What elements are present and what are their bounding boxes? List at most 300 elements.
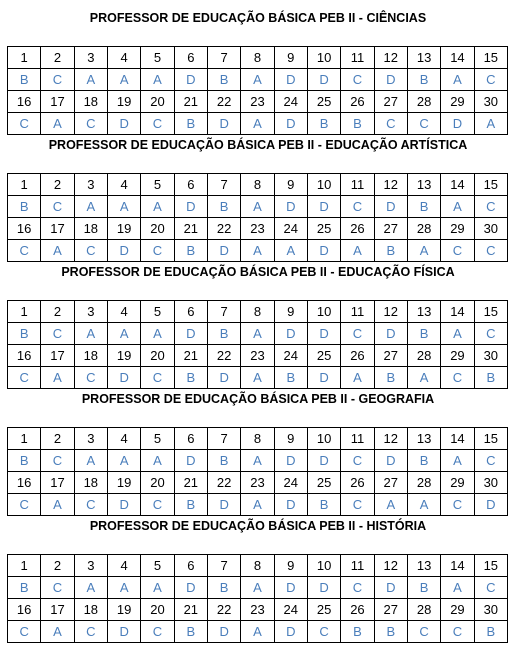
answer-cell: C xyxy=(141,113,174,135)
answer-cell: A xyxy=(441,450,474,472)
question-number-cell: 14 xyxy=(441,428,474,450)
answer-cell: C xyxy=(8,621,41,643)
answer-cell: D xyxy=(441,113,474,135)
answer-cell: A xyxy=(441,577,474,599)
question-number-cell: 20 xyxy=(141,599,174,621)
question-number-cell: 22 xyxy=(207,345,240,367)
answer-cell: D xyxy=(307,367,340,389)
answer-cell: C xyxy=(341,69,374,91)
answer-cell: C xyxy=(141,240,174,262)
question-number-cell: 2 xyxy=(41,174,74,196)
answer-cell: C xyxy=(474,450,507,472)
answer-cell: A xyxy=(141,196,174,218)
section-title: PROFESSOR DE EDUCAÇÃO BÁSICA PEB II - EDUCAÇÃO ARTÍSTICA xyxy=(48,138,468,152)
answer-cell: A xyxy=(74,69,107,91)
answer-cell: D xyxy=(307,323,340,345)
answer-cell: C xyxy=(307,621,340,643)
answer-cell: B xyxy=(207,196,240,218)
answer-cell: D xyxy=(274,494,307,516)
question-number-cell: 27 xyxy=(374,218,407,240)
question-number-cell: 24 xyxy=(274,599,307,621)
answer-cell: A xyxy=(441,69,474,91)
question-number-cell: 19 xyxy=(107,345,140,367)
answer-cell: D xyxy=(174,69,207,91)
question-number-cell: 25 xyxy=(307,345,340,367)
answer-cell: A xyxy=(107,577,140,599)
answer-cell: D xyxy=(307,69,340,91)
question-number-cell: 7 xyxy=(207,555,240,577)
answer-cell: C xyxy=(74,367,107,389)
question-number-cell: 17 xyxy=(41,599,74,621)
answer-table xyxy=(7,46,508,135)
answer-cell: A xyxy=(241,323,274,345)
answer-cell: A xyxy=(107,196,140,218)
question-number-cell: 28 xyxy=(407,599,440,621)
answer-cell: D xyxy=(174,577,207,599)
answer-cell: A xyxy=(241,196,274,218)
question-number-cell: 19 xyxy=(107,218,140,240)
answer-cell: B xyxy=(207,323,240,345)
question-number-cell: 8 xyxy=(241,301,274,323)
answer-cell: D xyxy=(274,113,307,135)
question-number-cell: 24 xyxy=(274,91,307,113)
answer-cell: C xyxy=(141,621,174,643)
question-number-cell: 1 xyxy=(8,301,41,323)
question-number-cell: 24 xyxy=(274,472,307,494)
question-number-cell: 23 xyxy=(241,91,274,113)
answer-cell: A xyxy=(74,577,107,599)
question-number-cell: 6 xyxy=(174,555,207,577)
question-number-cell: 2 xyxy=(41,555,74,577)
question-number-cell: 4 xyxy=(107,428,140,450)
answer-cell: C xyxy=(407,113,440,135)
question-number-cell: 3 xyxy=(74,174,107,196)
answer-cell: B xyxy=(374,240,407,262)
question-number-cell: 23 xyxy=(241,472,274,494)
question-number-cell: 28 xyxy=(407,472,440,494)
question-number-cell: 28 xyxy=(407,218,440,240)
answer-cell: A xyxy=(141,450,174,472)
answer-cell: B xyxy=(207,577,240,599)
question-number-cell: 6 xyxy=(174,301,207,323)
question-number-cell: 3 xyxy=(74,428,107,450)
question-number-cell: 30 xyxy=(474,218,507,240)
answer-cell: D xyxy=(307,577,340,599)
question-number-cell: 17 xyxy=(41,345,74,367)
question-number-cell: 25 xyxy=(307,218,340,240)
answer-cell: C xyxy=(74,113,107,135)
question-number-cell: 13 xyxy=(407,174,440,196)
answer-cell: A xyxy=(407,367,440,389)
question-number-cell: 7 xyxy=(207,47,240,69)
answer-cell: D xyxy=(274,196,307,218)
question-number-cell: 17 xyxy=(41,472,74,494)
answer-key-section xyxy=(0,135,516,258)
answer-cell: D xyxy=(374,196,407,218)
answer-cell: A xyxy=(107,323,140,345)
answer-cell: B xyxy=(207,450,240,472)
question-number-cell: 27 xyxy=(374,472,407,494)
answer-cell: B xyxy=(8,450,41,472)
answer-cell: C xyxy=(441,621,474,643)
answer-cell: A xyxy=(41,494,74,516)
answer-cell: B xyxy=(207,69,240,91)
answer-cell: C xyxy=(8,494,41,516)
answer-key-section xyxy=(0,516,516,639)
question-number-cell: 21 xyxy=(174,91,207,113)
answer-cell: C xyxy=(474,577,507,599)
answer-row xyxy=(8,69,508,91)
answer-cell: A xyxy=(407,240,440,262)
question-number-cell: 16 xyxy=(8,345,41,367)
answer-key-section xyxy=(0,8,516,131)
question-number-cell: 1 xyxy=(8,174,41,196)
question-number-cell: 25 xyxy=(307,91,340,113)
answer-cell: B xyxy=(174,494,207,516)
answer-cell: B xyxy=(174,367,207,389)
answer-cell: C xyxy=(8,113,41,135)
question-number-cell: 16 xyxy=(8,472,41,494)
question-number-cell: 5 xyxy=(141,301,174,323)
answer-cell: D xyxy=(374,577,407,599)
question-number-cell: 14 xyxy=(441,47,474,69)
answer-cell: D xyxy=(307,240,340,262)
question-number-cell: 2 xyxy=(41,428,74,450)
question-number-cell: 10 xyxy=(307,301,340,323)
question-number-cell: 26 xyxy=(341,345,374,367)
answer-cell: A xyxy=(241,69,274,91)
answer-cell: B xyxy=(274,367,307,389)
answer-cell: D xyxy=(274,323,307,345)
answer-cell: B xyxy=(174,621,207,643)
answer-cell: B xyxy=(407,450,440,472)
question-number-cell: 8 xyxy=(241,47,274,69)
question-number-cell: 14 xyxy=(441,174,474,196)
question-number-cell: 19 xyxy=(107,91,140,113)
question-number-cell: 21 xyxy=(174,472,207,494)
answer-cell: A xyxy=(341,240,374,262)
question-number-cell: 11 xyxy=(341,555,374,577)
question-number-cell: 29 xyxy=(441,218,474,240)
answer-cell: C xyxy=(441,367,474,389)
answer-cell: C xyxy=(341,450,374,472)
answer-row xyxy=(8,367,508,389)
section-title: PROFESSOR DE EDUCAÇÃO BÁSICA PEB II - HISTÓRIA xyxy=(89,519,427,533)
question-number-cell: 27 xyxy=(374,91,407,113)
answer-cell: D xyxy=(107,240,140,262)
answer-cell: D xyxy=(307,196,340,218)
answer-cell: B xyxy=(8,577,41,599)
answer-cell: C xyxy=(474,323,507,345)
answer-cell: D xyxy=(274,621,307,643)
answer-cell: B xyxy=(307,113,340,135)
answer-cell: C xyxy=(74,240,107,262)
question-number-cell: 20 xyxy=(141,472,174,494)
question-number-cell: 8 xyxy=(241,428,274,450)
answer-cell: D xyxy=(207,621,240,643)
answer-cell: B xyxy=(8,196,41,218)
answer-cell: A xyxy=(41,113,74,135)
answer-cell: B xyxy=(341,113,374,135)
answer-cell: A xyxy=(241,577,274,599)
question-number-cell: 30 xyxy=(474,472,507,494)
question-number-cell: 26 xyxy=(341,91,374,113)
question-number-cell: 18 xyxy=(74,472,107,494)
answer-row xyxy=(8,577,508,599)
answer-row xyxy=(8,240,508,262)
answer-cell: C xyxy=(474,240,507,262)
answer-row xyxy=(8,621,508,643)
answer-cell: D xyxy=(274,69,307,91)
question-number-cell: 2 xyxy=(41,47,74,69)
answer-cell: C xyxy=(407,621,440,643)
answer-cell: D xyxy=(107,367,140,389)
answer-cell: C xyxy=(74,621,107,643)
answer-row xyxy=(8,196,508,218)
answer-cell: A xyxy=(241,621,274,643)
answer-table xyxy=(7,427,508,516)
answer-cell: B xyxy=(174,113,207,135)
question-number-cell: 4 xyxy=(107,174,140,196)
question-number-cell: 27 xyxy=(374,599,407,621)
question-number-cell: 26 xyxy=(341,472,374,494)
answer-cell: D xyxy=(207,367,240,389)
question-number-cell: 7 xyxy=(207,301,240,323)
answer-cell: C xyxy=(41,196,74,218)
question-number-cell: 27 xyxy=(374,345,407,367)
question-number-cell: 5 xyxy=(141,428,174,450)
answer-cell: A xyxy=(107,69,140,91)
question-number-cell: 12 xyxy=(374,428,407,450)
question-number-cell: 22 xyxy=(207,599,240,621)
question-number-cell: 12 xyxy=(374,301,407,323)
answer-cell: C xyxy=(441,240,474,262)
answer-cell: B xyxy=(307,494,340,516)
answer-cell: C xyxy=(341,494,374,516)
question-number-cell: 9 xyxy=(274,555,307,577)
question-number-cell: 1 xyxy=(8,47,41,69)
answer-cell: C xyxy=(474,69,507,91)
question-number-cell: 2 xyxy=(41,301,74,323)
question-number-cell: 6 xyxy=(174,174,207,196)
answer-cell: A xyxy=(441,323,474,345)
answer-cell: A xyxy=(74,323,107,345)
answer-row xyxy=(8,494,508,516)
question-number-cell: 30 xyxy=(474,91,507,113)
question-number-row xyxy=(8,91,508,113)
question-number-cell: 12 xyxy=(374,555,407,577)
question-number-cell: 18 xyxy=(74,91,107,113)
question-number-cell: 17 xyxy=(41,218,74,240)
question-number-cell: 3 xyxy=(74,555,107,577)
question-number-row xyxy=(8,174,508,196)
answer-table xyxy=(7,173,508,262)
question-number-cell: 23 xyxy=(241,599,274,621)
answer-cell: A xyxy=(241,367,274,389)
answer-row xyxy=(8,113,508,135)
answer-key-section xyxy=(0,262,516,385)
question-number-cell: 8 xyxy=(241,555,274,577)
answer-cell: A xyxy=(241,450,274,472)
question-number-row xyxy=(8,301,508,323)
answer-row xyxy=(8,450,508,472)
answer-cell: D xyxy=(174,196,207,218)
answer-cell: B xyxy=(374,367,407,389)
question-number-row xyxy=(8,47,508,69)
question-number-cell: 12 xyxy=(374,174,407,196)
question-number-cell: 29 xyxy=(441,472,474,494)
answer-cell: D xyxy=(207,240,240,262)
question-number-cell: 14 xyxy=(441,301,474,323)
answer-key-section xyxy=(0,389,516,512)
answer-table xyxy=(7,300,508,389)
answer-cell: C xyxy=(341,577,374,599)
question-number-cell: 4 xyxy=(107,47,140,69)
answer-cell: C xyxy=(341,196,374,218)
question-number-cell: 13 xyxy=(407,428,440,450)
question-number-row xyxy=(8,345,508,367)
question-number-cell: 19 xyxy=(107,599,140,621)
section-title: PROFESSOR DE EDUCAÇÃO BÁSICA PEB II - GEOGRAFIA xyxy=(81,392,435,406)
question-number-row xyxy=(8,428,508,450)
question-number-cell: 20 xyxy=(141,345,174,367)
question-number-row xyxy=(8,472,508,494)
answer-cell: D xyxy=(374,323,407,345)
answer-cell: A xyxy=(107,450,140,472)
answer-cell: B xyxy=(374,621,407,643)
question-number-cell: 15 xyxy=(474,47,507,69)
answer-cell: A xyxy=(241,494,274,516)
question-number-cell: 24 xyxy=(274,218,307,240)
question-number-cell: 26 xyxy=(341,218,374,240)
question-number-cell: 10 xyxy=(307,174,340,196)
answer-cell: D xyxy=(474,494,507,516)
answer-cell: D xyxy=(207,494,240,516)
question-number-cell: 9 xyxy=(274,301,307,323)
answer-cell: C xyxy=(41,450,74,472)
question-number-cell: 17 xyxy=(41,91,74,113)
answer-cell: D xyxy=(174,323,207,345)
question-number-cell: 6 xyxy=(174,47,207,69)
answer-cell: A xyxy=(41,240,74,262)
question-number-cell: 10 xyxy=(307,428,340,450)
question-number-cell: 9 xyxy=(274,174,307,196)
question-number-cell: 24 xyxy=(274,345,307,367)
question-number-cell: 15 xyxy=(474,555,507,577)
answer-cell: A xyxy=(441,196,474,218)
answer-cell: B xyxy=(8,69,41,91)
question-number-cell: 3 xyxy=(74,47,107,69)
answer-cell: D xyxy=(374,69,407,91)
question-number-cell: 14 xyxy=(441,555,474,577)
question-number-cell: 23 xyxy=(241,345,274,367)
answer-cell: A xyxy=(141,323,174,345)
answer-cell: D xyxy=(107,113,140,135)
question-number-cell: 5 xyxy=(141,174,174,196)
question-number-cell: 12 xyxy=(374,47,407,69)
question-number-cell: 11 xyxy=(341,47,374,69)
question-number-cell: 10 xyxy=(307,555,340,577)
question-number-row xyxy=(8,218,508,240)
answer-cell: C xyxy=(41,577,74,599)
question-number-cell: 4 xyxy=(107,301,140,323)
question-number-cell: 18 xyxy=(74,599,107,621)
question-number-cell: 11 xyxy=(341,174,374,196)
question-number-cell: 1 xyxy=(8,555,41,577)
question-number-row xyxy=(8,555,508,577)
question-number-cell: 1 xyxy=(8,428,41,450)
answer-cell: C xyxy=(141,494,174,516)
question-number-cell: 5 xyxy=(141,47,174,69)
answer-cell: B xyxy=(407,196,440,218)
question-number-cell: 3 xyxy=(74,301,107,323)
answer-cell: A xyxy=(374,494,407,516)
section-title: PROFESSOR DE EDUCAÇÃO BÁSICA PEB II - EDUCAÇÃO FÍSICA xyxy=(61,265,455,279)
question-number-cell: 8 xyxy=(241,174,274,196)
answer-cell: B xyxy=(341,621,374,643)
answer-row xyxy=(8,323,508,345)
answer-cell: D xyxy=(307,450,340,472)
answer-cell: A xyxy=(407,494,440,516)
answer-cell: C xyxy=(8,240,41,262)
answer-cell: A xyxy=(74,196,107,218)
question-number-cell: 13 xyxy=(407,555,440,577)
answer-cell: D xyxy=(174,450,207,472)
question-number-cell: 16 xyxy=(8,218,41,240)
question-number-cell: 23 xyxy=(241,218,274,240)
answer-cell: A xyxy=(274,240,307,262)
answer-cell: A xyxy=(341,367,374,389)
answer-cell: D xyxy=(207,113,240,135)
question-number-cell: 11 xyxy=(341,301,374,323)
question-number-cell: 29 xyxy=(441,91,474,113)
answer-cell: C xyxy=(341,323,374,345)
answer-cell: A xyxy=(241,113,274,135)
answer-cell: C xyxy=(374,113,407,135)
question-number-cell: 28 xyxy=(407,91,440,113)
answer-cell: B xyxy=(474,621,507,643)
question-number-cell: 25 xyxy=(307,599,340,621)
answer-cell: B xyxy=(174,240,207,262)
question-number-cell: 10 xyxy=(307,47,340,69)
question-number-cell: 15 xyxy=(474,301,507,323)
question-number-cell: 30 xyxy=(474,345,507,367)
question-number-cell: 13 xyxy=(407,47,440,69)
answer-cell: A xyxy=(74,450,107,472)
answer-cell: D xyxy=(107,621,140,643)
answer-cell: B xyxy=(474,367,507,389)
answer-table xyxy=(7,554,508,643)
question-number-cell: 22 xyxy=(207,91,240,113)
answer-cell: D xyxy=(107,494,140,516)
answer-cell: B xyxy=(407,323,440,345)
answer-cell: B xyxy=(407,69,440,91)
question-number-cell: 13 xyxy=(407,301,440,323)
question-number-cell: 9 xyxy=(274,428,307,450)
question-number-cell: 15 xyxy=(474,174,507,196)
question-number-cell: 21 xyxy=(174,218,207,240)
question-number-cell: 16 xyxy=(8,91,41,113)
question-number-cell: 4 xyxy=(107,555,140,577)
answer-cell: A xyxy=(141,69,174,91)
question-number-cell: 29 xyxy=(441,599,474,621)
answer-cell: C xyxy=(474,196,507,218)
question-number-cell: 26 xyxy=(341,599,374,621)
question-number-cell: 20 xyxy=(141,91,174,113)
question-number-cell: 11 xyxy=(341,428,374,450)
question-number-cell: 7 xyxy=(207,428,240,450)
answer-cell: A xyxy=(474,113,507,135)
